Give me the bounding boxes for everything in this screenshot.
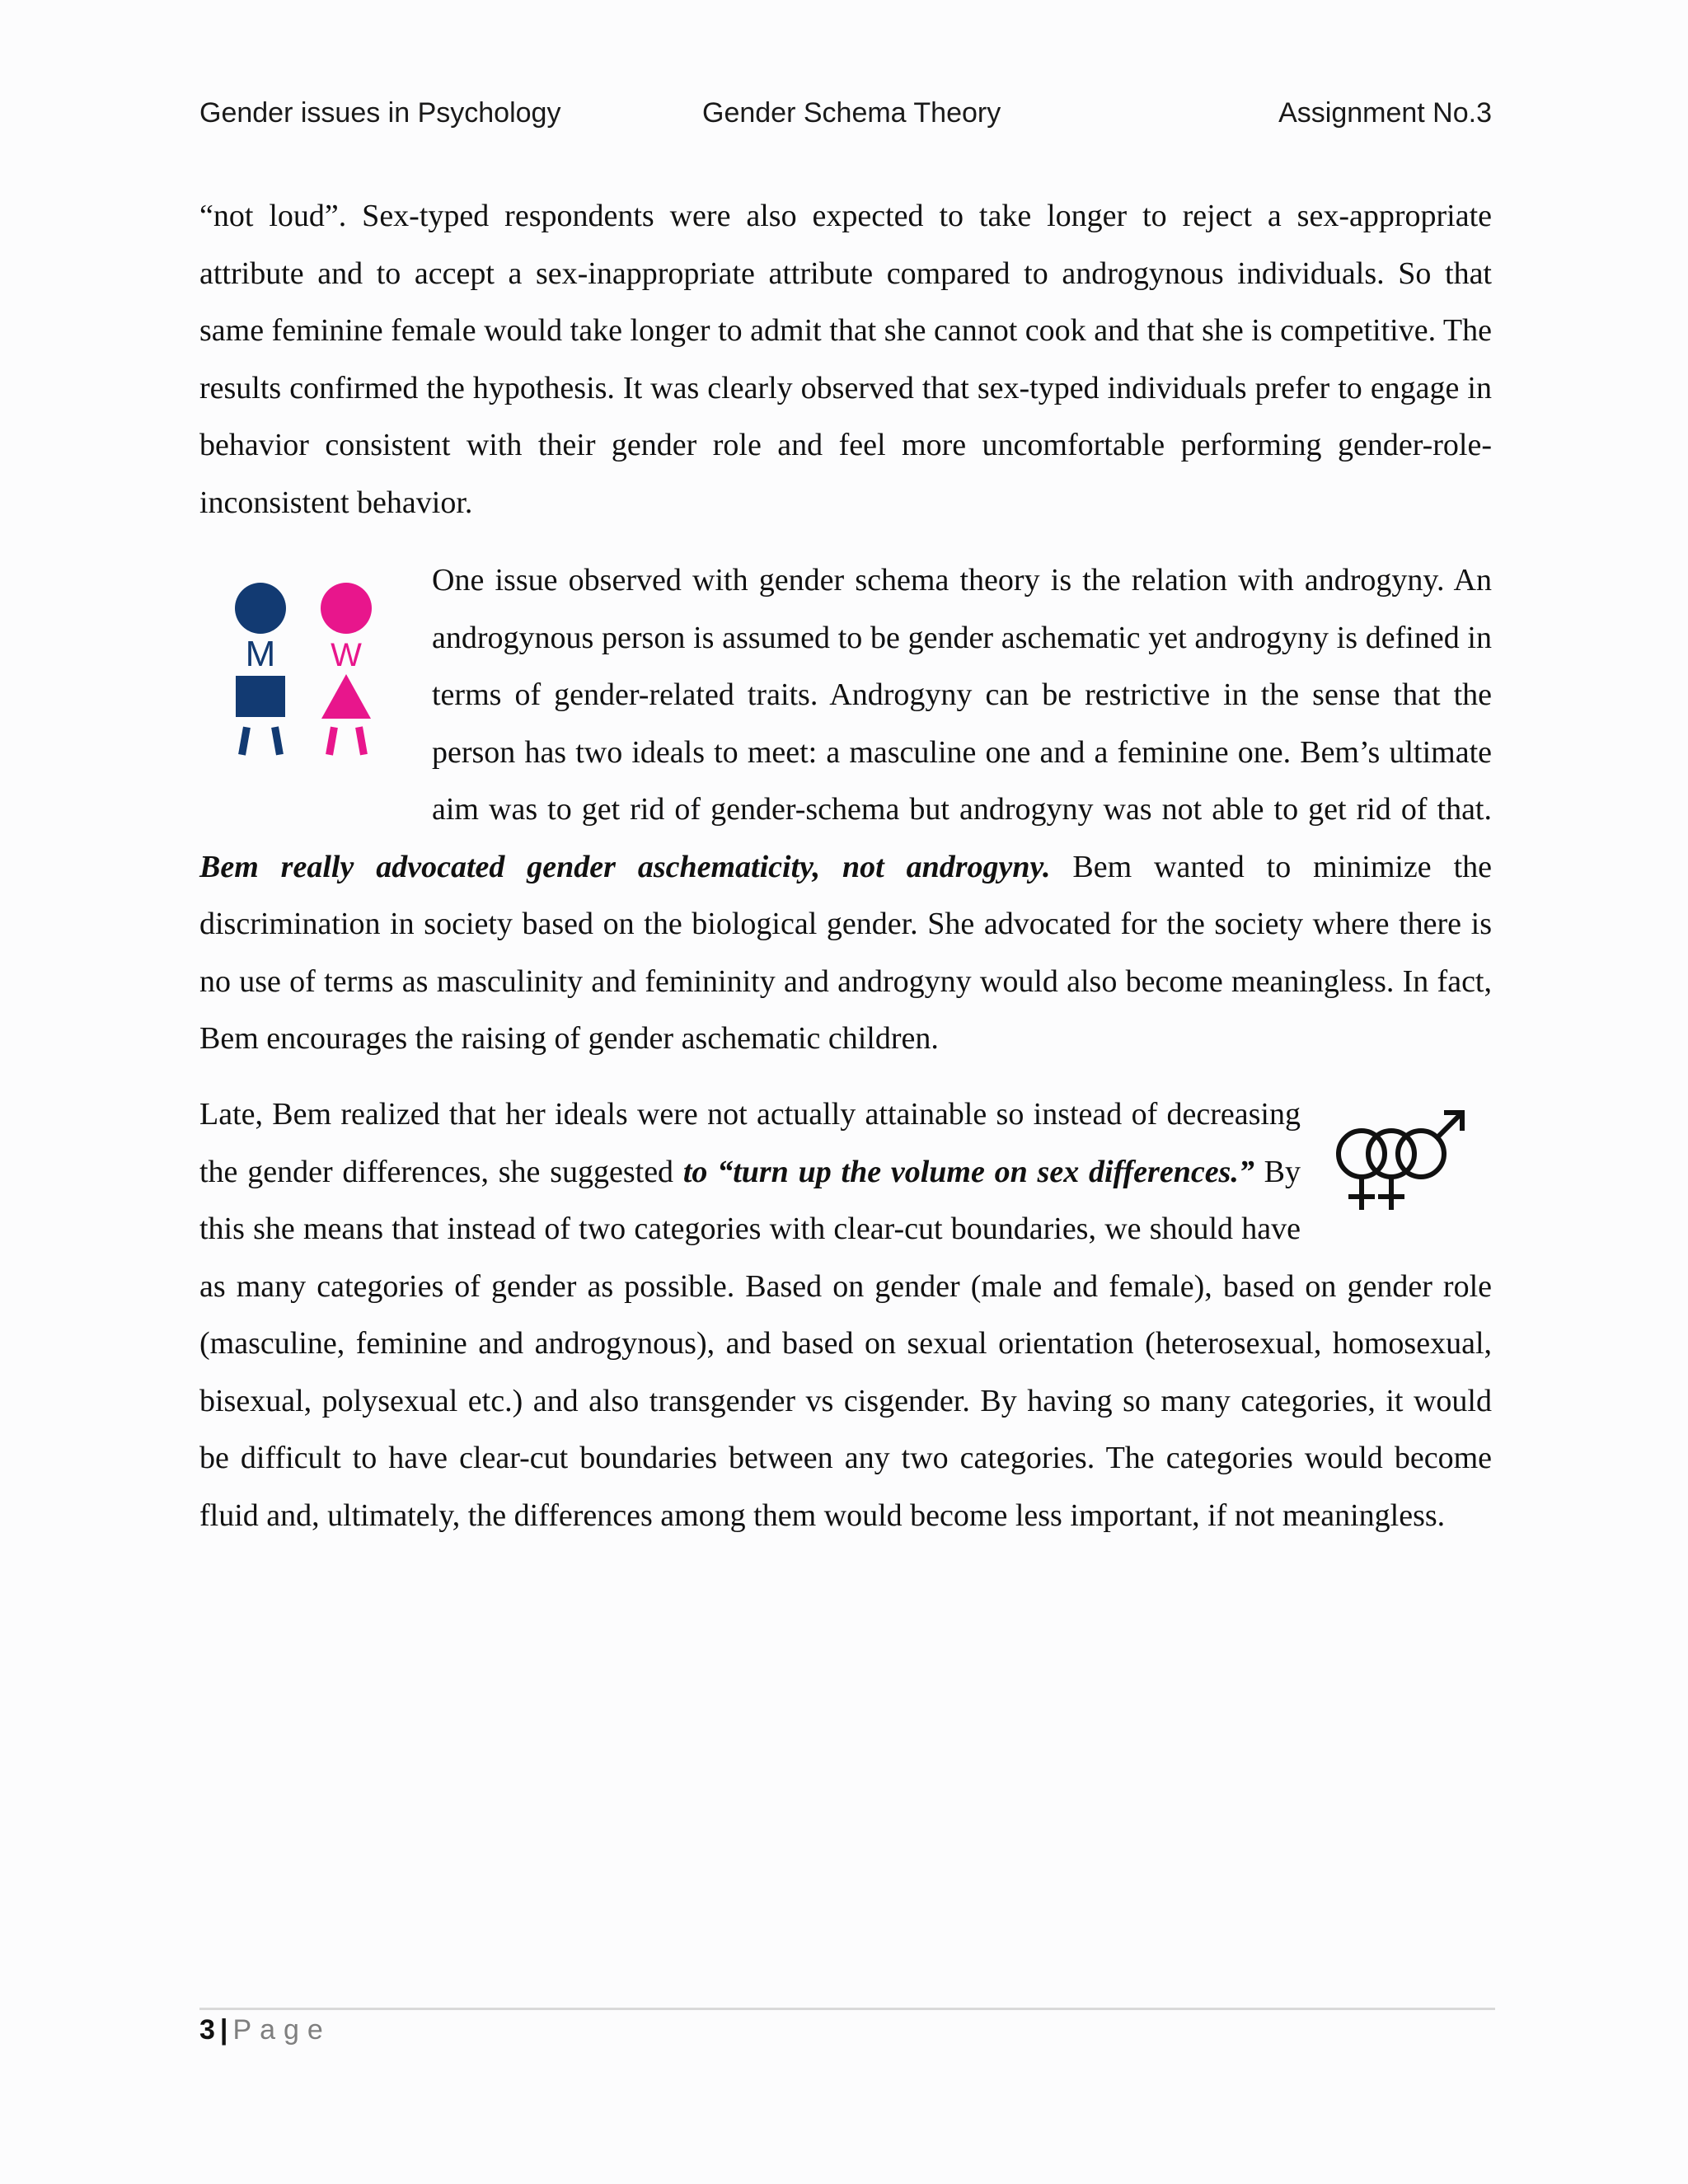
paragraph-3-text bbox=[199, 1086, 1492, 1544]
svg-text:W: W bbox=[331, 637, 362, 673]
page-footer bbox=[199, 2011, 331, 2049]
svg-text:M: M bbox=[245, 634, 276, 674]
header-assignment: Assignment No.3 bbox=[1278, 97, 1492, 129]
header-topic: Gender Schema Theory bbox=[702, 97, 1001, 129]
paragraph-2-part-a: One issue observed with gender schema theory is the relation with androgyny. An androgynous person is assumed to be gender aschematic yet androgyny is defined in terms of gender-related traits. Androgyny can be restrictive in the sense that the person has two ideals to meet: a masculine one and a feminine one. Bem’s ultimate aim was to get rid of gender-schema but androgyny was not able to get rid of that. bbox=[432, 563, 1492, 827]
footer-divider bbox=[199, 2008, 1495, 2010]
paragraph-2-part-b: Bem wanted to minimize the discrimination in society based on the biological gender. She advocated for the society where there is no use of terms as masculinity and femininity and androgyny would also become meaningless. In fact, Bem encourages the raising of gender aschematic children. bbox=[199, 849, 1492, 1056]
paragraph-volume-on-differences bbox=[199, 1086, 1492, 1544]
page-label: Page bbox=[232, 2014, 331, 2046]
man-woman-icon bbox=[199, 552, 432, 783]
paragraph-2-emphasis: Bem really advocated gender aschematicity, not androgyny. bbox=[199, 849, 1051, 884]
page-number: 3 bbox=[199, 2014, 215, 2046]
page-header bbox=[199, 97, 1492, 137]
gender-symbols-icon bbox=[1301, 1086, 1492, 1251]
footer-separator: | bbox=[219, 2014, 228, 2046]
header-course: Gender issues in Psychology bbox=[199, 97, 561, 129]
paragraph-1-text: “not loud”. Sex-typed respondents were also expected to take longer to reject a sex-appropriate attribute and to accept a sex-inappropriate attribute compared to androgynous individuals. So that same feminine female would take longer to admit that she cannot cook and that she is competitive. The results confirmed the hypothesis. It was clearly observed that sex-typed individuals prefer to engage in behavior consistent with their gender role and feel more uncomfortable performing gender-role-inconsistent behavior. bbox=[199, 199, 1492, 520]
paragraph-androgyny-issue bbox=[199, 552, 1492, 1068]
paragraph-3-part-b: By this she means that instead of two categories with clear-cut boundaries, we should have as many categories of gender as possible. Based on gender (male and female), based on gender role (masculine, feminine and androgynous), and based on sexual orientation (heterosexual, homosexual, bisexual, polysexual etc.) and also transgender vs cisgender. By having so many categories, it would be difficult to have clear-cut boundaries between any two categories. The categories would become fluid and, ultimately, the differences among them would become less important, if not meaningless. bbox=[199, 1154, 1492, 1533]
paragraph-3-emphasis: to “turn up the volume on sex differences.” bbox=[682, 1154, 1254, 1189]
paragraph-3-part-a: Late, Bem realized that her ideals were not actually attainable so instead of decreasing the gender differences, she suggested bbox=[199, 1097, 1301, 1189]
paragraph-sex-typed-results bbox=[199, 188, 1492, 532]
